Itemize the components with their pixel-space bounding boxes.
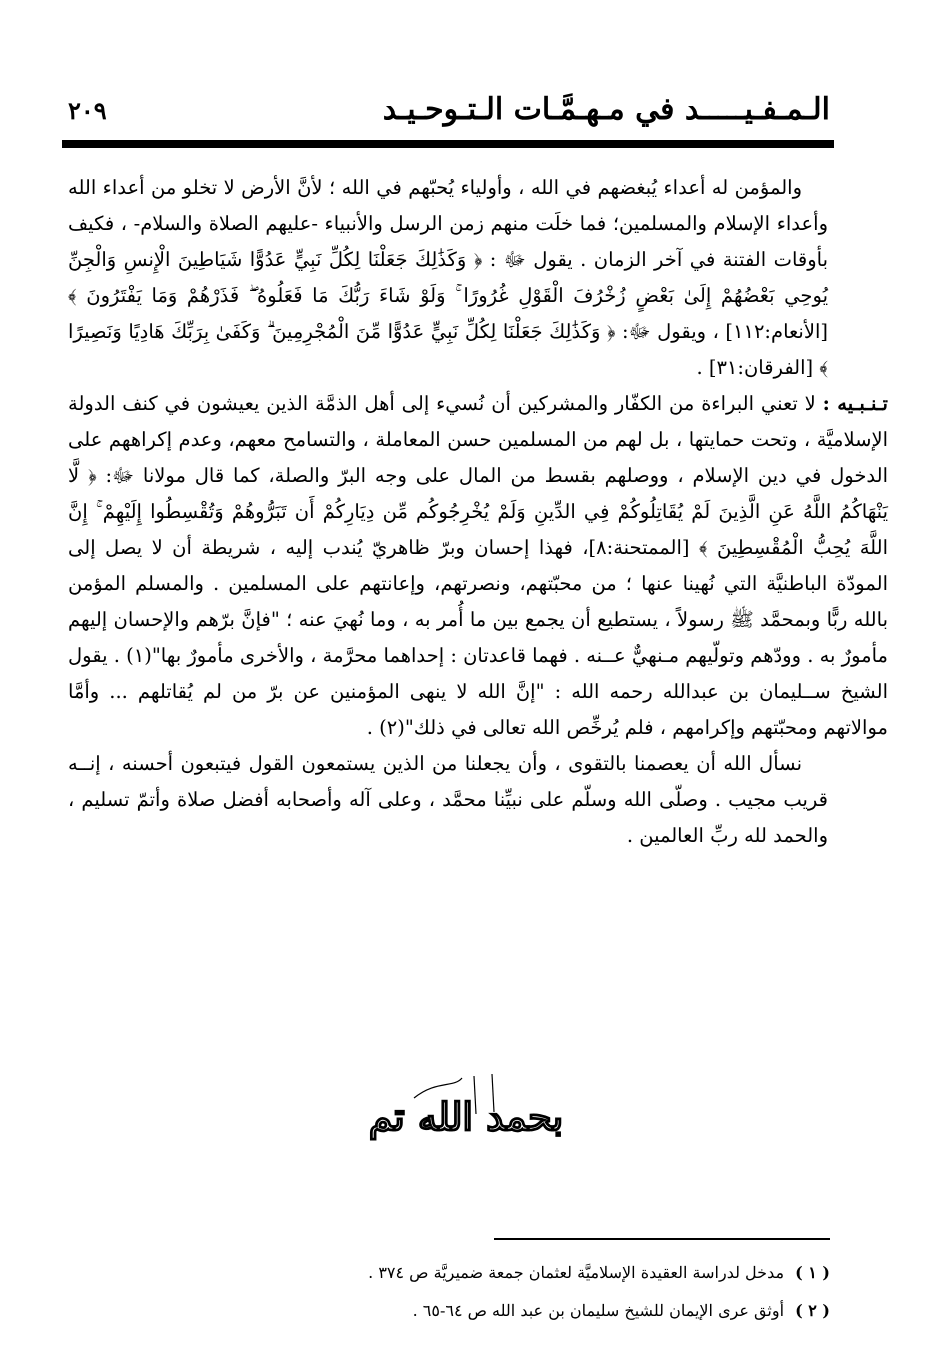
header-rule xyxy=(62,140,834,148)
closing-prayer: نسأل الله أن يعصمنا بالتقوى ، وأن يجعلنا من الذين يستمعون القول فيتبعون أحسنه ، إنــه قريب مجيب . وصلّى الله وسلّم على نبيِّنا محمَّد ، وعلى آله وأصحابه أفضل صلاة وأتمّ تسليم ، والحمد لله ربِّ العالمين . xyxy=(68,752,828,847)
footnote-rule xyxy=(494,1238,830,1240)
note-label: تـنـبـيه : xyxy=(822,392,888,415)
footnote-text: أوثق عرى الإيمان للشيخ سليمان بن عبد الله ص ٦٤-٦٥ . xyxy=(412,1301,785,1320)
note-paragraph xyxy=(68,386,888,746)
footnote-1 xyxy=(140,1254,830,1292)
running-title: الـمـفـيـــــد في مـهـمَّـات الـتـوحـيـد xyxy=(382,92,830,127)
body-text xyxy=(68,170,888,854)
footnote-2 xyxy=(140,1292,830,1330)
signature-text: بحمد الله تم xyxy=(368,1094,564,1139)
footnote-number: ( ١ ) xyxy=(795,1263,830,1282)
note-text: لا تعني البراءة من الكفّار والمشركين أن نُسيء إلى أهل الذمَّة الذين يعيشون في كنف الدولة الإسلاميَّة ، وتحت حمايتها ، بل لهم من المسلمين حسن المعاملة ، والتسامح معهم، وعدم إكراههم على الدخول في دين الإسلام ، ووصلهم بقسط من المال على وجه البرّ والصلة، كما قال مولانا ﷻ: ﴿ لَّا يَنْهَاكُمُ اللَّهُ عَنِ الَّذِينَ لَمْ يُقَاتِلُوكُمْ فِي الدِّينِ وَلَمْ يُخْرِجُوكُم مِّن دِيَارِكُمْ أَن تَبَرُّوهُمْ وَتُقْسِطُوا إِلَيْهِمْ ۚ إِنَّ اللَّهَ يُحِبُّ الْمُقْسِطِينَ ﴾ [الممتحنة:٨]، فهذا إحسان وبرّ ظاهريّ يُندب إليه ، شريطة أن لا يصل إلى المودّة الباطنيَّة التي نُهينا عنها ؛ من محبّتهم، ونصرتهم، وإعانتهم على المسلمين . والمسلم المؤمن بالله ربًّا وبمحمَّد ﷺ رسولاً ، يستطيع أن يجمع بين ما أُمر به ، وما نُهيَ عنه ؛ "فإنَّ برّهم والإحسان إليهم مأمورٌ به . وودّهم وتولّيهم مـنهيٌّ عــنه . فهما قاعدتان : إحداهما محرَّمة ، والأخرى مأمورٌ بها"(١) . يقول الشيخ ســليمان بن عبدالله رحمه الله : "إنَّ الله لا ينهى المؤمنين عن برّ من لم يُقاتلهم ... وأمَّا موالاتهم ومحبّتهم وإكرامهم ، فلم يُرخِّص الله تعالى في ذلك"(٢) . xyxy=(68,392,888,739)
closing-signature xyxy=(368,1068,564,1168)
calligraphy-signature xyxy=(368,1068,564,1168)
footnotes xyxy=(140,1254,830,1330)
paragraph-enemies: والمؤمن له أعداء يُبغضهم في الله ، وأولياء يُحبّهم في الله ؛ لأنَّ الأرض لا تخلو من أعداء الله وأعداء الإسلام والمسلمين؛ فما خلَت منهم زمن الرسل والأنبياء -عليهم الصلاة والسلام- ، فكيف بأوقات الفتنة في آخر الزمان . يقول ﷻ : ﴿ وَكَذَٰلِكَ جَعَلْنَا لِكُلِّ نَبِيٍّ عَدُوًّا شَيَاطِينَ الْإِنسِ وَالْجِنِّ يُوحِي بَعْضُهُمْ إِلَىٰ بَعْضٍ زُخْرُفَ الْقَوْلِ غُرُورًا ۚ وَلَوْ شَاءَ رَبُّكَ مَا فَعَلُوهُ ۖ فَذَرْهُمْ وَمَا يَفْتَرُونَ ﴾ [الأنعام:١١٢] ، ويقول ﷻ: ﴿ وَكَذَٰلِكَ جَعَلْنَا لِكُلِّ نَبِيٍّ عَدُوًّا مِّنَ الْمُجْرِمِينَ ۗ وَكَفَىٰ بِرَبِّكَ هَادِيًا وَنَصِيرًا ﴾ [الفرقان:٣١] . xyxy=(68,176,828,379)
page-number: ٢٠٩ xyxy=(68,96,107,125)
footnote-number: ( ٢ ) xyxy=(795,1301,830,1320)
footnote-text: مدخل لدراسة العقيدة الإسلاميَّة لعثمان جمعة ضميريَّة ص ٣٧٤ . xyxy=(368,1263,785,1282)
page-header xyxy=(68,92,830,132)
